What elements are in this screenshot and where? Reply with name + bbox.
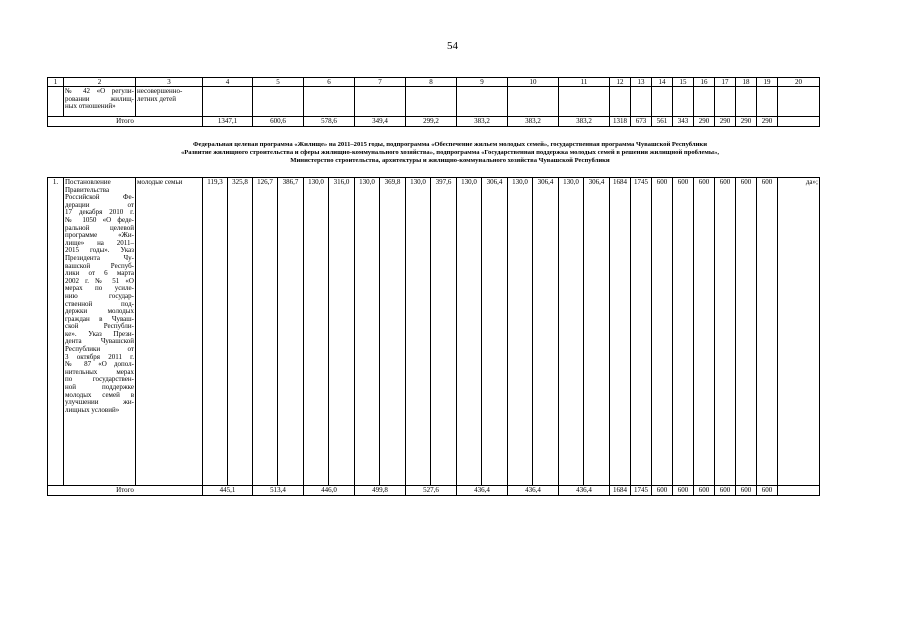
- value-cell: [508, 87, 559, 117]
- value-cell: [694, 87, 715, 117]
- value-cell: [610, 87, 631, 117]
- document-line: лище» на 2011–: [65, 238, 134, 247]
- document-line: дента Чувашской: [65, 337, 134, 346]
- value-cell: [652, 87, 673, 117]
- total-value: 290: [715, 117, 736, 127]
- document-line: ственной под-: [65, 299, 134, 308]
- document-line: Президента Чу-: [65, 253, 134, 262]
- document-line: 3 октября 2011 г.: [65, 352, 134, 361]
- document-line: 17 декабря 2010 г.: [65, 208, 134, 217]
- document-line: держки молодых: [65, 307, 134, 316]
- document-line: ке». Указ Прези-: [65, 329, 134, 338]
- document-line: лики от 6 марта: [65, 269, 134, 278]
- section-title-line: Министерство строительства, архитектуры и жилищно-коммунального хозяйства Чувашской Республики: [290, 157, 610, 165]
- total-value: 383,2: [457, 117, 508, 127]
- document-line: 2015 годы». Указ: [65, 246, 134, 255]
- value-cell: 369,8: [380, 178, 406, 486]
- column-number: 19: [757, 78, 778, 87]
- total-value: [778, 117, 820, 127]
- value-cell: 1684: [610, 178, 631, 486]
- value-cell: 119,3: [203, 178, 228, 486]
- row-number-cell: [48, 87, 64, 117]
- column-number: 18: [736, 78, 757, 87]
- total-value: 349,4: [355, 117, 406, 127]
- total-value: 600,6: [253, 117, 304, 127]
- total-value: 383,2: [508, 117, 559, 127]
- document-line: ровании жилищ-: [65, 94, 134, 103]
- document-line: граждан в Чуваш-: [65, 314, 134, 323]
- total-value: 446,0: [304, 486, 355, 496]
- document-line: Российской Фе-: [65, 193, 134, 202]
- value-cell: 130,0: [457, 178, 482, 486]
- document-line: улучшении жи-: [65, 398, 134, 407]
- total-value: 436,4: [508, 486, 559, 496]
- table-row: [48, 178, 820, 486]
- value-cell: 386,7: [278, 178, 304, 486]
- total-value: 578,6: [304, 117, 355, 127]
- value-cell: 130,0: [559, 178, 584, 486]
- column-number: 8: [406, 78, 457, 87]
- column-number: 7: [355, 78, 406, 87]
- value-cell: 600: [673, 178, 694, 486]
- document-line: № 87 «О допол-: [65, 360, 134, 369]
- value-cell: 130,0: [304, 178, 329, 486]
- document-line: лищных условий»: [65, 405, 120, 414]
- value-cell: 130,0: [355, 178, 380, 486]
- total-value: 600: [757, 486, 778, 496]
- value-cell: 600: [652, 178, 673, 486]
- total-value: 600: [736, 486, 757, 496]
- category-line: летних детей: [137, 94, 176, 103]
- column-number: 5: [253, 78, 304, 87]
- document-line: нительных мерах: [65, 367, 134, 376]
- total-value: 600: [715, 486, 736, 496]
- program-table: [47, 177, 820, 496]
- column-number: 1: [48, 78, 64, 87]
- document-line: Постановление: [65, 178, 111, 186]
- total-value: 343: [673, 117, 694, 127]
- value-cell: 600: [715, 178, 736, 486]
- column-number: 9: [457, 78, 508, 87]
- document-cell: [64, 178, 136, 486]
- total-row: [48, 486, 820, 496]
- value-cell: [715, 87, 736, 117]
- column-number: 2: [64, 78, 136, 87]
- section-title-line: «Развитие жилищного строительства и сферы жилищно-коммунального хозяйства», подпрограмма «Государственная поддержка молодых семей в решении жилищной проблемы»,: [180, 149, 720, 157]
- value-cell: [304, 87, 355, 117]
- total-value: 600: [694, 486, 715, 496]
- value-cell: [757, 87, 778, 117]
- value-cell: [736, 87, 757, 117]
- document-line: вашской Респуб-: [65, 261, 134, 270]
- value-cell: [203, 87, 253, 117]
- category-cell: [136, 87, 203, 117]
- table-row: [48, 87, 820, 117]
- total-label: Итого: [48, 486, 203, 496]
- value-cell: [673, 87, 694, 117]
- column-number-row: [48, 78, 820, 87]
- column-number: 17: [715, 78, 736, 87]
- category-cell: молодые семьи: [136, 178, 203, 486]
- value-cell: [253, 87, 304, 117]
- total-value: 673: [631, 117, 652, 127]
- total-value: 527,6: [406, 486, 457, 496]
- total-value: 445,1: [203, 486, 253, 496]
- document-line: нию государ-: [65, 291, 134, 300]
- column-number: 16: [694, 78, 715, 87]
- value-cell: [457, 87, 508, 117]
- total-value: 290: [736, 117, 757, 127]
- column-number: 6: [304, 78, 355, 87]
- total-value: 299,2: [406, 117, 457, 127]
- continuation-table: [47, 77, 820, 127]
- section-title: [60, 141, 840, 166]
- document-line: № 42 «О регули-: [65, 87, 134, 95]
- column-number: 4: [203, 78, 253, 87]
- column-number: 20: [778, 78, 820, 87]
- document-line: программе «Жи-: [65, 231, 134, 240]
- document-line: ной поддержке: [65, 383, 134, 392]
- total-value: 600: [652, 486, 673, 496]
- document-line: Республики от: [65, 345, 134, 354]
- value-cell: 306,4: [533, 178, 559, 486]
- value-cell: 1745: [631, 178, 652, 486]
- row-number: 1.: [48, 178, 64, 486]
- total-value: 290: [694, 117, 715, 127]
- document-line: дерации от: [65, 200, 134, 209]
- document-line: № 1050 «О феде-: [65, 215, 134, 224]
- document-line: ской Республи-: [65, 322, 134, 331]
- document-line: ральной целевой: [65, 223, 134, 232]
- value-cell: [559, 87, 610, 117]
- value-cell: [355, 87, 406, 117]
- document-line: 2002 г. № 51 «О: [65, 276, 134, 285]
- document-line: ных отношений»: [65, 102, 116, 111]
- value-cell: 306,4: [482, 178, 508, 486]
- total-label: Итого: [48, 117, 203, 127]
- total-value: 290: [757, 117, 778, 127]
- value-cell: 600: [757, 178, 778, 486]
- document-cell: [64, 87, 136, 117]
- value-cell: 600: [736, 178, 757, 486]
- page-number: 54: [447, 40, 458, 52]
- column-number: 3: [136, 78, 203, 87]
- total-value: 600: [673, 486, 694, 496]
- total-value: 436,4: [559, 486, 610, 496]
- column-number: 13: [631, 78, 652, 87]
- total-value: 499,8: [355, 486, 406, 496]
- document-line: мерах по усиле-: [65, 284, 134, 293]
- section-title-line: Федеральная целевая программа «Жилище» на 2011–2015 годы, подпрограмма «Обеспечение жильем молодых семей», государственная программа Чувашской Республики: [192, 141, 708, 148]
- column-number: 15: [673, 78, 694, 87]
- total-value: [778, 486, 820, 496]
- column-number: 10: [508, 78, 559, 87]
- value-cell: [631, 87, 652, 117]
- total-value: 383,2: [559, 117, 610, 127]
- total-value: 1347,1: [203, 117, 253, 127]
- total-row: [48, 117, 820, 127]
- document-line: молодых семей в: [65, 390, 134, 399]
- column-number: 12: [610, 78, 631, 87]
- document-line: Правительства: [65, 185, 110, 194]
- value-cell: 316,0: [329, 178, 355, 486]
- value-cell: 397,6: [431, 178, 457, 486]
- value-cell: 306,4: [584, 178, 610, 486]
- document-line: по государствен-: [65, 375, 134, 384]
- total-value: 436,4: [457, 486, 508, 496]
- value-cell: 130,0: [406, 178, 431, 486]
- value-cell: 130,0: [508, 178, 533, 486]
- value-cell: 126,7: [253, 178, 278, 486]
- column-number: 11: [559, 78, 610, 87]
- value-cell: 325,8: [228, 178, 253, 486]
- value-cell: 600: [694, 178, 715, 486]
- total-value: 1318: [610, 117, 631, 127]
- value-cell: [406, 87, 457, 117]
- category-line: несовершенно-: [137, 87, 183, 95]
- total-value: 1745: [631, 486, 652, 496]
- last-cell: да»;: [778, 178, 820, 486]
- total-value: 561: [652, 117, 673, 127]
- value-cell: [778, 87, 820, 117]
- total-value: 513,4: [253, 486, 304, 496]
- column-number: 14: [652, 78, 673, 87]
- total-value: 1684: [610, 486, 631, 496]
